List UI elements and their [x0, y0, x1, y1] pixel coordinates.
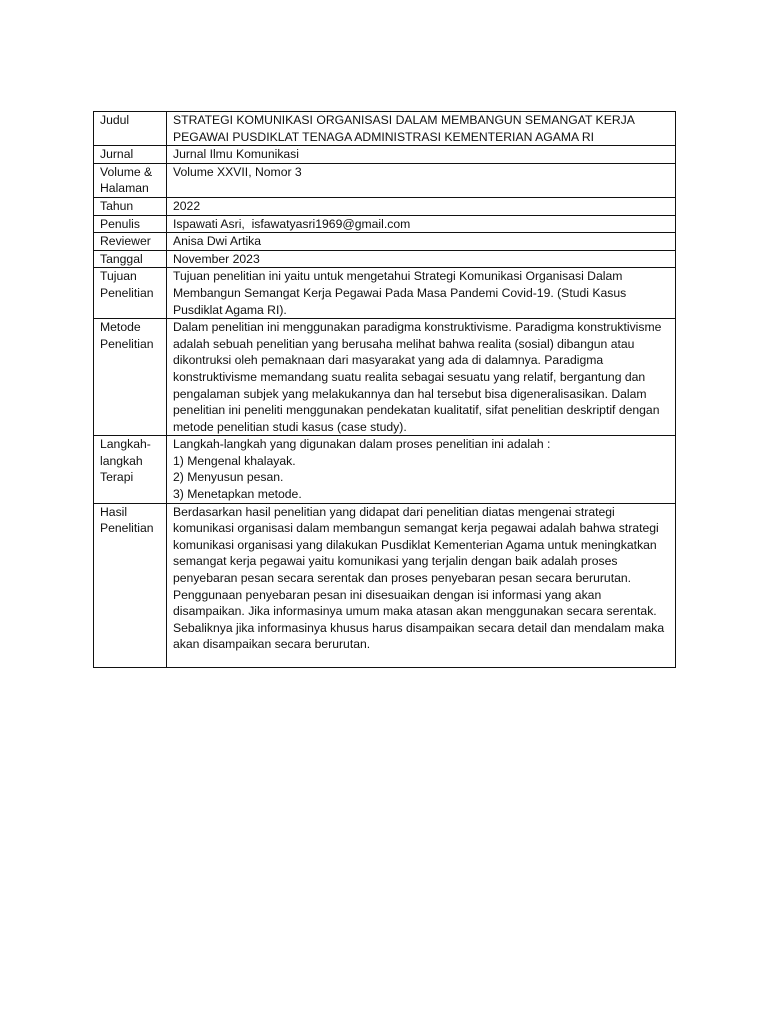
- row-hasil: [94, 503, 676, 667]
- value-jurnal: Jurnal Ilmu Komunikasi: [167, 146, 676, 164]
- label-hasil-line2: Penelitian: [100, 521, 154, 536]
- label-tujuan-line1: Tujuan: [100, 269, 137, 284]
- row-tanggal: [94, 250, 676, 268]
- list-item: 3) Menetapkan metode.: [173, 487, 302, 502]
- row-reviewer: [94, 233, 676, 251]
- value-volume: Volume XXVII, Nomor 3: [167, 163, 676, 197]
- label-tujuan-line2: Penelitian: [100, 285, 154, 300]
- row-tujuan: [94, 268, 676, 319]
- value-tujuan: Tujuan penelitian ini yaitu untuk mengetahui Strategi Komunikasi Organisasi Dalam Membangun Semangat Kerja Pegawai Pada Masa Pandemi Covid-19. (Studi Kasus Pusdiklat Agama RI).: [167, 268, 676, 319]
- label-volume: [94, 163, 167, 197]
- value-langkah: [167, 436, 676, 503]
- value-judul: STRATEGI KOMUNIKASI ORGANISASI DALAM MEMBANGUN SEMANGAT KERJA PEGAWAI PUSDIKLAT TENAGA ADMINISTRASI KEMENTERIAN AGAMA RI: [167, 112, 676, 146]
- label-tahun: Tahun: [94, 197, 167, 215]
- langkah-intro: Langkah-langkah yang digunakan dalam proses penelitian ini adalah :: [173, 437, 551, 452]
- label-tujuan: [94, 268, 167, 319]
- langkah-steps-list: [173, 453, 671, 503]
- value-tahun: 2022: [167, 197, 676, 215]
- label-penulis: Penulis: [94, 215, 167, 233]
- row-penulis: [94, 215, 676, 233]
- label-hasil-line1: Hasil: [100, 504, 128, 519]
- row-langkah: [94, 436, 676, 503]
- row-jurnal: [94, 146, 676, 164]
- row-judul: [94, 112, 676, 146]
- label-langkah: [94, 436, 167, 503]
- label-metode-line1: Metode: [100, 320, 141, 335]
- row-metode: [94, 319, 676, 436]
- label-reviewer: Reviewer: [94, 233, 167, 251]
- row-volume: [94, 163, 676, 197]
- value-hasil: Berdasarkan hasil penelitian yang didapat dari penelitian diatas mengenai strategi komunikasi organisasi dalam membangun semangat kerja pegawai adalah bahwa strategi komunikasi organisasi yang dilakukan Pusdiklat Kementerian Agama untuk meningkatkan semangat kerja pegawai yaitu komunikasi yang terjalin dengan baik adalah proses penyebaran pesan secara serentak dan proses penyebaran pesan secara berurutan. Penggunaan penyebaran pesan ini disesuaikan dengan isi informasi yang akan disampaikan. Jika informasinya umum maka atasan akan menggunakan secara serentak. Sebaliknya jika informasinya khusus harus disampaikan secara detail dan mendalam maka akan disampaikan secara berurutan.: [167, 503, 676, 667]
- label-volume-line2: Halaman: [100, 181, 149, 196]
- list-item: 2) Menyusun pesan.: [173, 470, 284, 485]
- value-tanggal: November 2023: [167, 250, 676, 268]
- value-penulis: Ispawati Asri, isfawatyasri1969@gmail.com: [167, 215, 676, 233]
- label-judul: Judul: [94, 112, 167, 146]
- label-metode-line2: Penelitian: [100, 336, 154, 351]
- label-langkah-line3: Terapi: [100, 470, 134, 485]
- journal-review-table: [93, 111, 676, 668]
- value-reviewer: Anisa Dwi Artika: [167, 233, 676, 251]
- label-langkah-line1: Langkah-: [100, 437, 151, 452]
- value-metode: Dalam penelitian ini menggunakan paradigma konstruktivisme. Paradigma konstruktivisme adalah sebuah penelitian yang berusaha melihat bahwa realita (sosial) dibangun atau dikontruksi oleh pemaknaan dari masyarakat yang ada di dalamnya. Paradigma konstruktivisme memandang suatu realita sebagai sesuatu yang relatif, bergantung dan pengalaman subjek yang melakukannya dan hal tersebut bisa digeneralisasikan. Dalam penelitian ini peneliti menggunakan pendekatan kualitatif, sifat penelitian deskriptif dengan metode penelitian studi kasus (case study).: [167, 319, 676, 436]
- label-jurnal: Jurnal: [94, 146, 167, 164]
- label-tanggal: Tanggal: [94, 250, 167, 268]
- list-item: 1) Mengenal khalayak.: [173, 453, 296, 468]
- label-hasil: [94, 503, 167, 667]
- label-langkah-line2: langkah: [100, 453, 143, 468]
- label-volume-line1: Volume &: [100, 164, 153, 179]
- label-metode: [94, 319, 167, 436]
- row-tahun: [94, 197, 676, 215]
